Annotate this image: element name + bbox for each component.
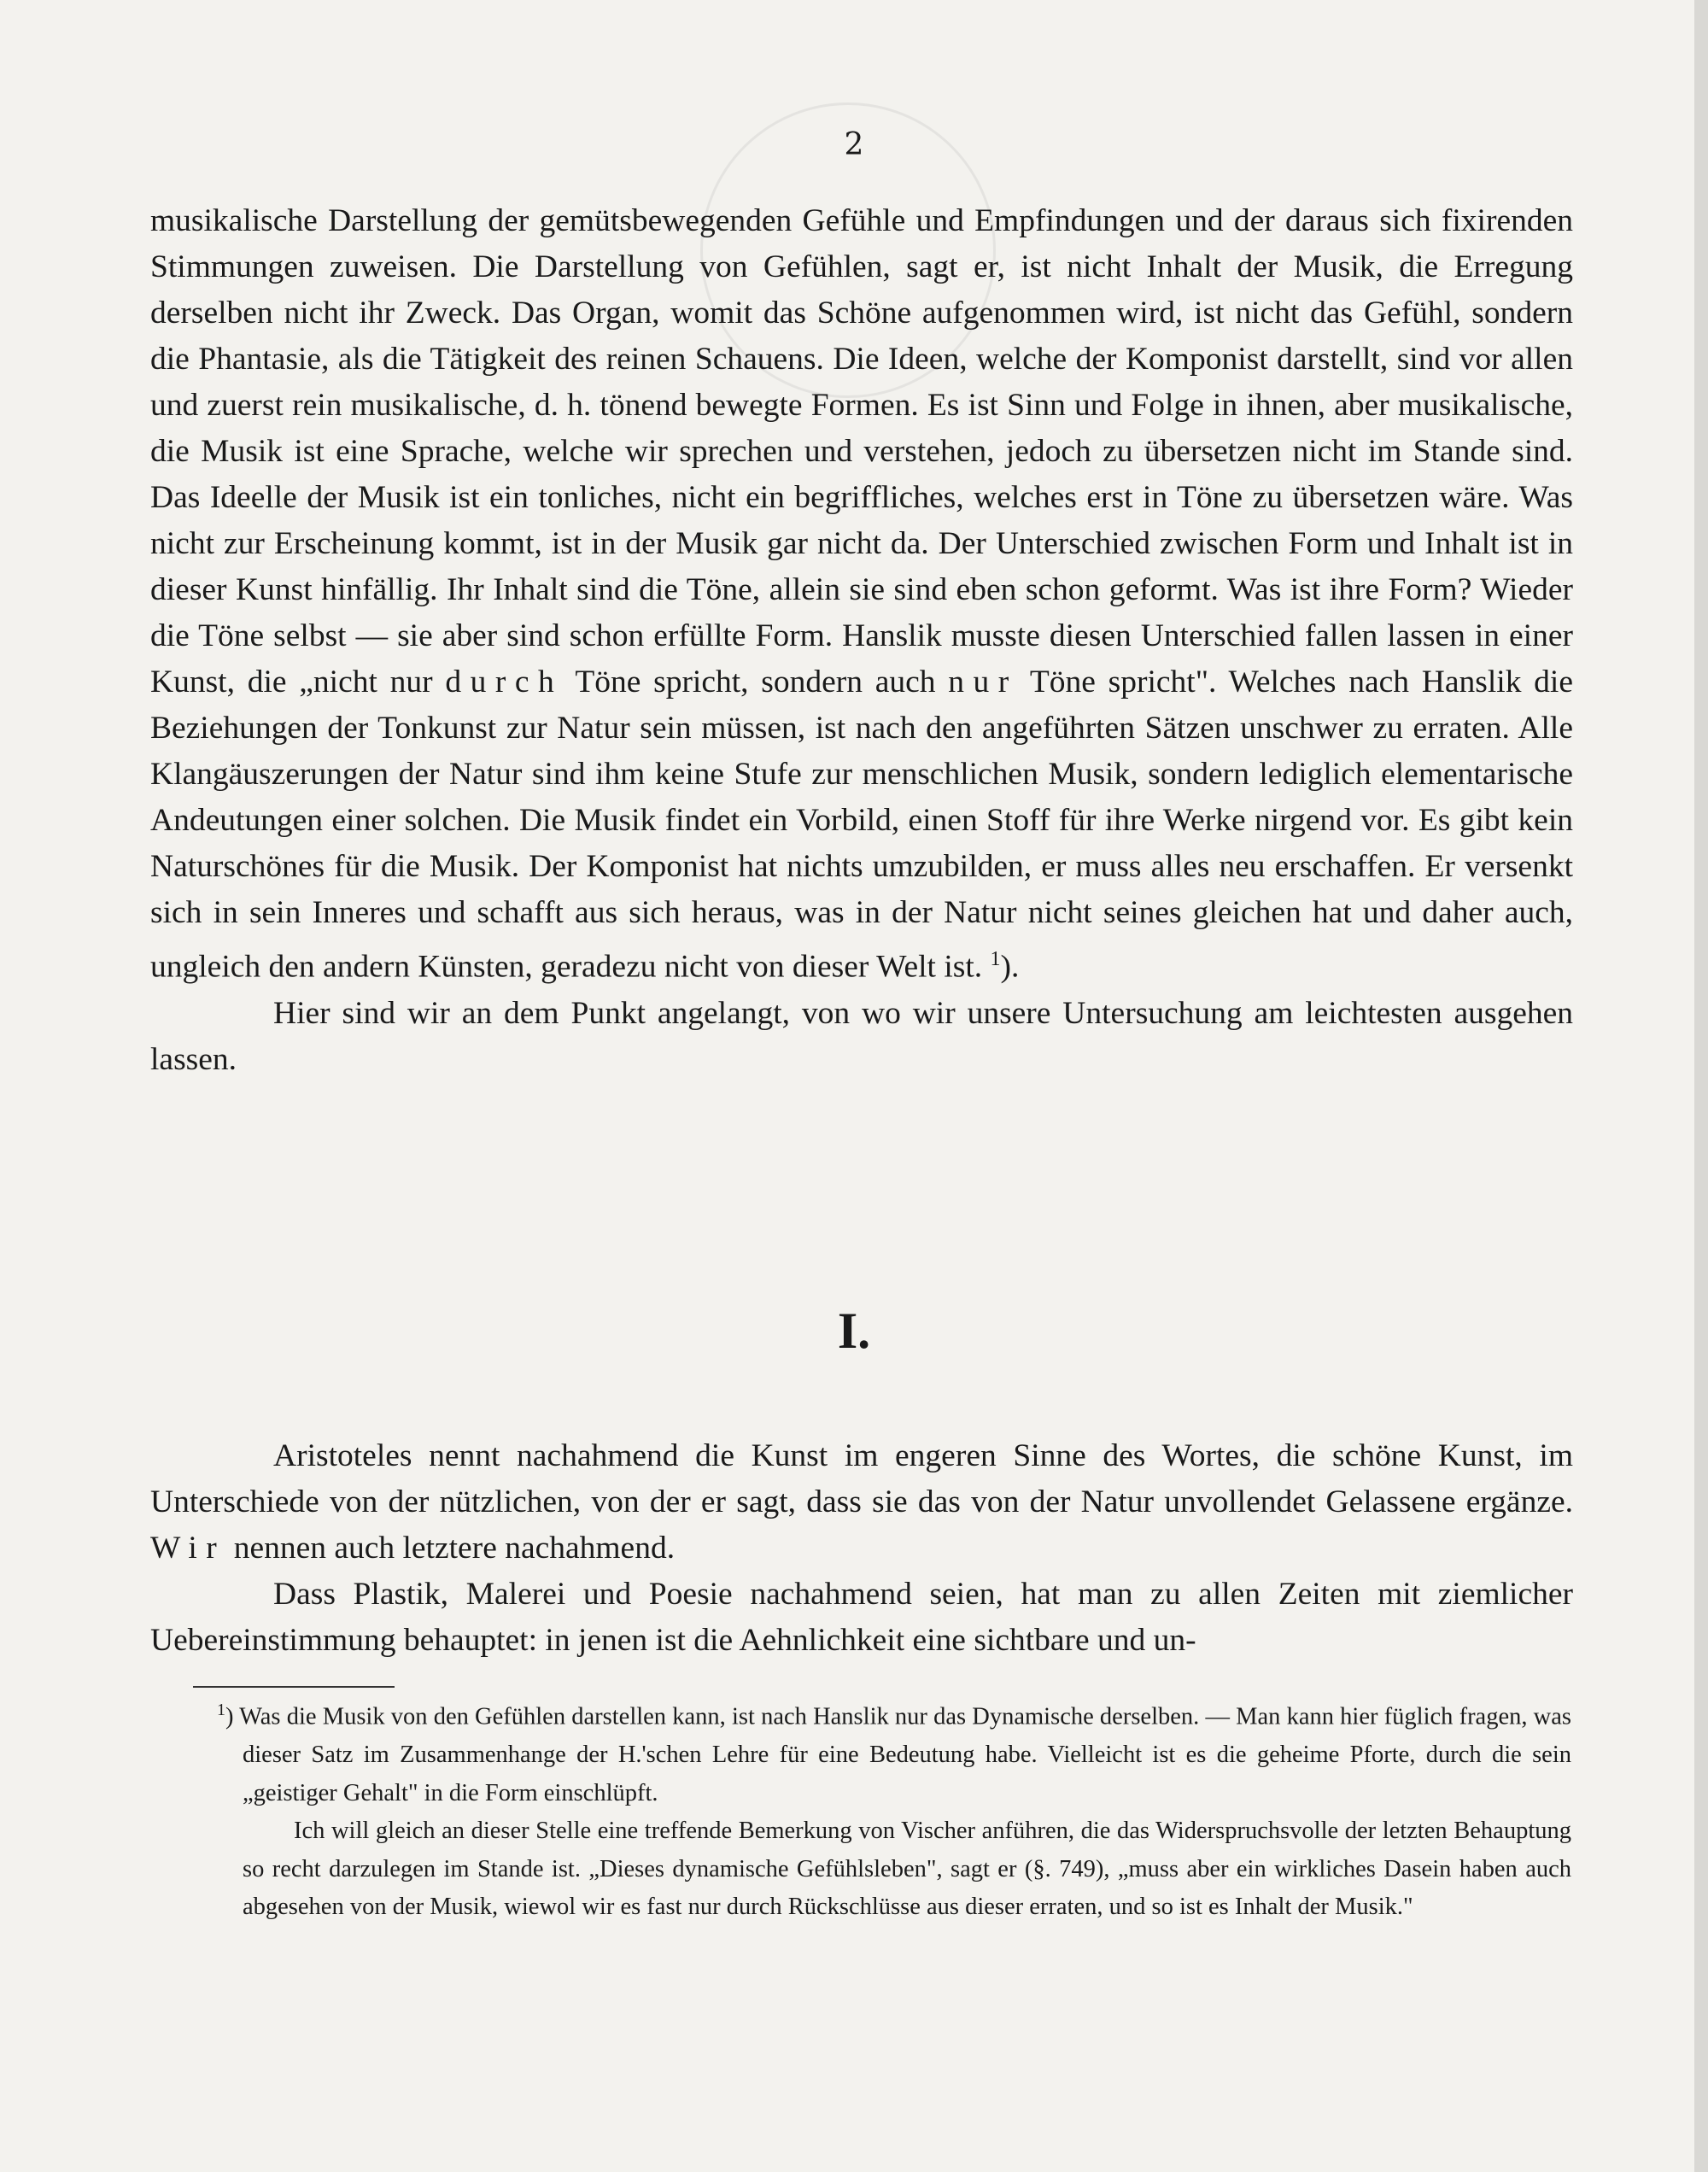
footnote-paragraph: Ich will gleich an dieser Stelle eine treffende Bemerkung von Vischer anführen, die das Widerspruchsvolle der letzten Behauptung so recht darzulegen im Stande ist. „Dieses dynamische Gefühlsleben", sagt er (§. 749), „muss aber ein wirkliches Dasein haben auch abgesehen von der Musik, wiewol wir es fast nur durch Rückschlüsse aus dieser erraten, und so ist es Inhalt der Musik." <box>243 1818 1571 1920</box>
text-run: nennen auch letztere nachahmend. <box>233 1531 676 1566</box>
page-edge <box>1694 0 1708 2172</box>
page-number: 2 <box>844 127 864 162</box>
spaced-word: durch <box>445 664 564 700</box>
paragraph: Dass Plastik, Malerei und Poesie nachahmend seien, hat man zu allen Zeiten mit ziemlicher Uebereinstimmung behauptet: in jenen ist die Aehnlichkeit eine sichtbare und un- <box>150 1577 1573 1658</box>
footnote <box>208 1691 1571 1812</box>
footnote-text: ) Was die Musik von den Gefühlen darstellen kann, ist nach Hanslik nur das Dynamische derselben. — Man kann hier füglich fragen, was dieser Satz im Zusammenhange der H.'schen Lehre für eine Bedeutung habe. Vielleicht ist es die geheime Pforte, durch die sein „geistiger Gehalt" in die Form einschlüpft. <box>225 1703 1571 1806</box>
paragraph: Hier sind wir an dem Punkt angelangt, von wo wir unsere Untersuchung am leichtesten ausgehen lassen. <box>150 995 1573 1077</box>
text-run: Töne spricht, sondern auch <box>575 664 936 700</box>
paragraph <box>150 198 1573 991</box>
text-run: Aristoteles nennt nachahmend die Kunst im engeren Sinne des Wortes, die schöne Kunst, im Unterschiede von der nützlichen, von der er sagt, dass sie das von der Natur unvollendet Gelassene ergänze. <box>150 1438 1573 1519</box>
section-text <box>150 1433 1573 1664</box>
spaced-word: Wir <box>150 1531 226 1566</box>
footnote-ref: 1 <box>990 948 1001 970</box>
main-text <box>150 198 1573 1083</box>
footnote-divider <box>193 1686 395 1688</box>
spaced-word: nur <box>948 664 1018 700</box>
footnotes <box>208 1691 1571 1927</box>
text-run: ). <box>1000 949 1020 985</box>
text-run: musikalische Darstellung der gemütsbewegenden Gefühle und Empfindungen und der daraus sich fixirenden Stimmungen zuweisen. Die Darstellung von Gefühlen, sagt er, ist nicht Inhalt der Musik, die Erregung derselben nicht ihr Zweck. Das Organ, womit das Schöne aufgenommen wird, ist nicht das Gefühl, sondern die Phantasie, als die Tätigkeit des reinen Schauens. Die Ideen, welche der Komponist darstellt, sind vor allen und zuerst rein musikalische, d. h. tönend bewegte Formen. Es ist Sinn und Folge in ihnen, aber musikalische, die Musik ist eine Sprache, welche wir sprechen und verstehen, jedoch zu übersetzen nicht im Stande sind. Das Ideelle der Musik ist ein tonliches, nicht ein begriffliches, welches erst in Töne zu übersetzen wäre. Was nicht zur Erscheinung kommt, ist in der Musik gar nicht da. Der Unterschied zwischen Form und Inhalt ist in dieser Kunst hinfällig. Ihr Inhalt sind die Töne, allein sie sind eben schon geformt. Was ist ihre Form? Wieder die Töne selbst — sie aber sind schon erfüllte Form. Hanslik musste diesen Unterschied fallen lassen in einer Kunst, die „nicht nur <box>150 203 1573 700</box>
text-run: Töne spricht". Welches nach Hanslik die Beziehungen der Tonkunst zur Natur sein müssen, ist nach den angeführten Sätzen unschwer zu erraten. Alle Klangäuszerungen der Natur sind ihm keine Stufe zur menschlichen Musik, sondern lediglich elementarische Andeutungen einer solchen. Die Musik findet ein Vorbild, einen Stoff für ihre Werke nirgend vor. Es gibt kein Naturschönes für die Musik. Der Komponist hat nichts umzubilden, er muss alles neu erschaffen. Er versenkt sich in sein Inneres und schafft aus sich heraus, was in der Natur nicht seines gleichen hat und daher auch, ungleich den andern Künsten, geradezu nicht von dieser Welt ist. <box>150 664 1573 985</box>
paragraph <box>150 1433 1573 1572</box>
section-heading: I. <box>837 1303 871 1359</box>
footnote-marker: 1 <box>217 1701 225 1719</box>
